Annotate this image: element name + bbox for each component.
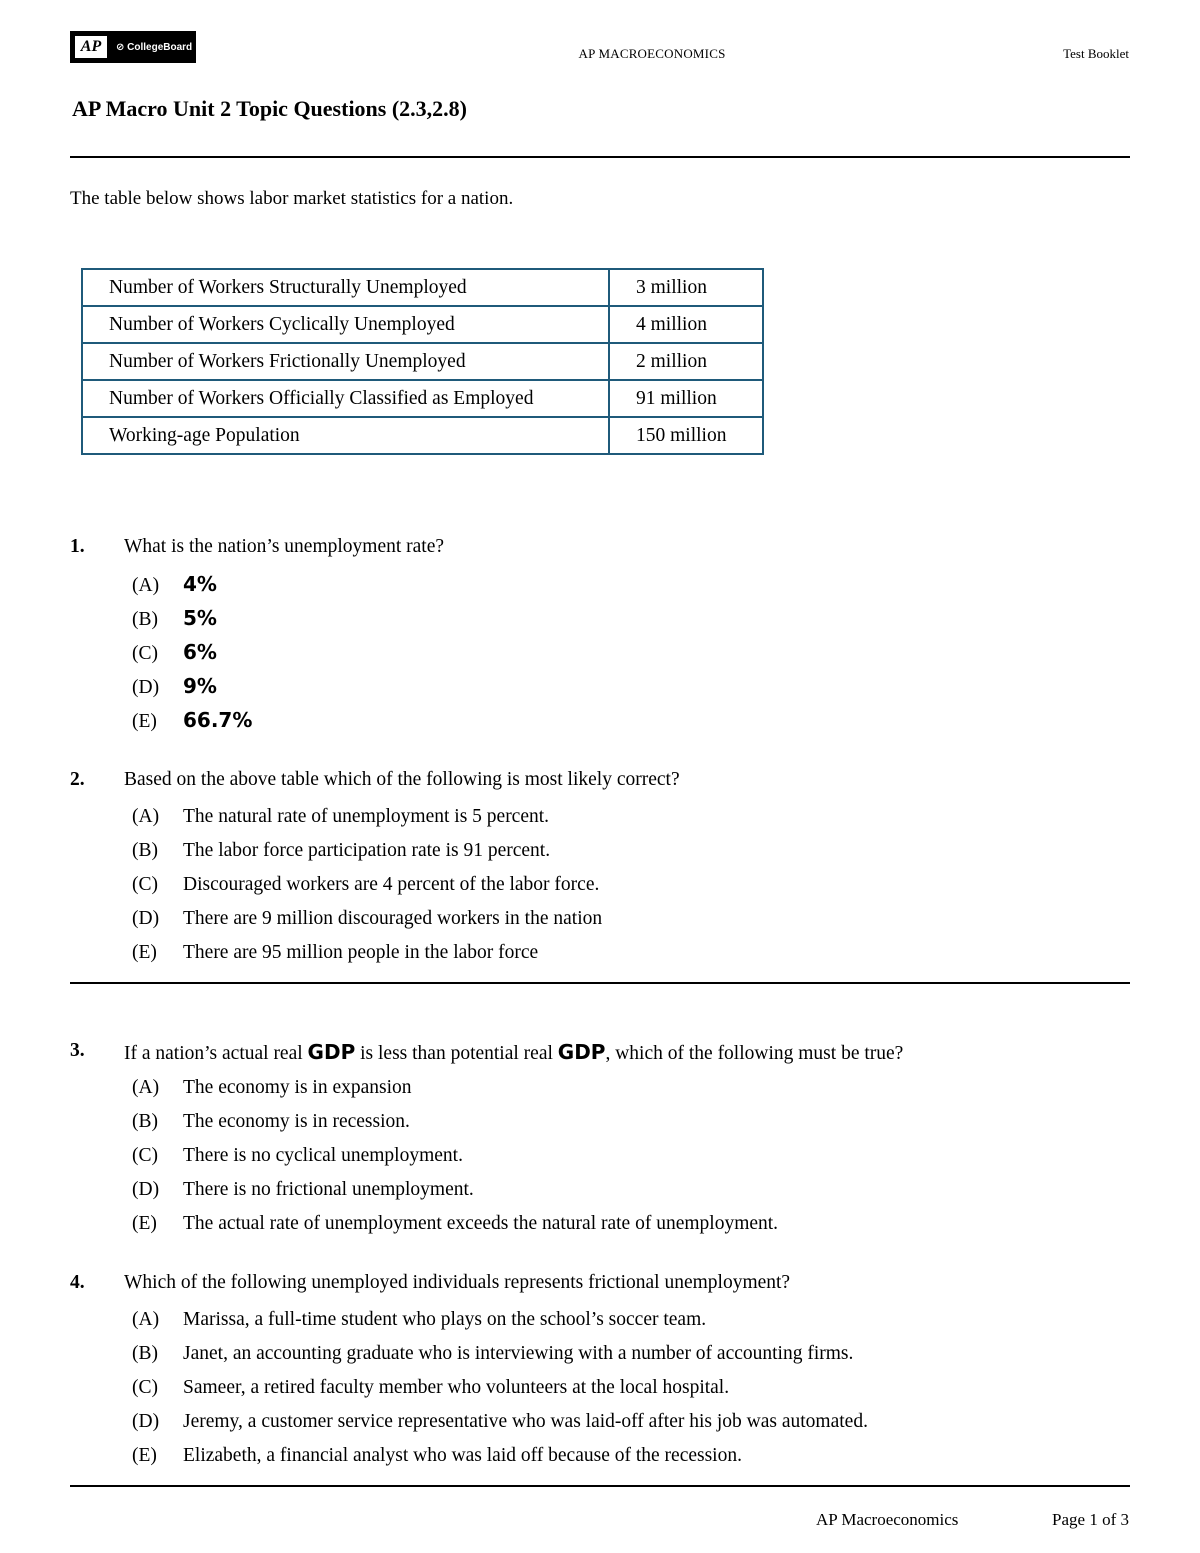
option-text: Janet, an accounting graduate who is interviewing with a number of accounting firms. <box>183 1343 854 1364</box>
option-text: Sameer, a retired faculty member who volunteers at the local hospital. <box>183 1377 730 1398</box>
option-letter: (A) <box>132 1077 160 1098</box>
option-text: 6% <box>183 640 217 664</box>
option-letter: (C) <box>132 874 158 895</box>
question-4-option-e[interactable] <box>132 1445 742 1467</box>
page-number: Page 1 of 3 <box>1052 1510 1129 1529</box>
option-letter: (E) <box>132 942 157 963</box>
question-4-option-d[interactable] <box>132 1411 868 1433</box>
header-course: AP MACROECONOMICS <box>578 46 726 61</box>
table-cell-label: Number of Workers Structurally Unemployed <box>82 269 609 306</box>
question-3-option-a[interactable] <box>132 1077 412 1099</box>
option-letter: (E) <box>132 1213 157 1234</box>
question-1-option-b[interactable] <box>132 606 217 631</box>
table-row <box>82 380 763 417</box>
option-text: The actual rate of unemployment exceeds the natural rate of unemployment. <box>183 1213 779 1234</box>
table-cell-label: Number of Workers Frictionally Unemployed <box>82 343 609 380</box>
question-3-text-part: , which of the following must be true? <box>605 1043 904 1064</box>
divider-top <box>70 156 1130 158</box>
option-letter: (B) <box>132 840 158 861</box>
question-3-text <box>124 1040 903 1065</box>
option-letter: (E) <box>132 711 157 732</box>
option-text: Elizabeth, a financial analyst who was laid off because of the recession. <box>183 1445 742 1466</box>
divider-bottom <box>70 1485 1130 1487</box>
table-cell-value: 3 million <box>609 269 763 306</box>
option-text: There are 9 million discouraged workers in the nation <box>183 908 603 929</box>
option-letter: (D) <box>132 677 160 698</box>
labor-stats-table <box>81 268 764 455</box>
option-letter: (C) <box>132 1145 158 1166</box>
option-text: There is no cyclical unemployment. <box>183 1145 463 1166</box>
logo-ap-text: AP <box>75 36 107 58</box>
option-letter: (A) <box>132 575 160 596</box>
footer-course: AP Macroeconomics <box>816 1510 959 1529</box>
question-4-number: 4. <box>70 1272 85 1293</box>
table-cell-value: 2 million <box>609 343 763 380</box>
option-text: 5% <box>183 606 217 630</box>
question-4-text: Which of the following unemployed individuals represents frictional unemployment? <box>124 1272 791 1293</box>
table-row <box>82 306 763 343</box>
question-2-option-b[interactable] <box>132 840 550 862</box>
question-2-number: 2. <box>70 769 85 790</box>
question-3-number: 3. <box>70 1040 85 1061</box>
header-booklet: Test Booklet <box>1063 46 1129 61</box>
option-text: The economy is in recession. <box>183 1111 410 1132</box>
option-letter: (C) <box>132 643 158 664</box>
question-3-option-b[interactable] <box>132 1111 410 1133</box>
option-text: 4% <box>183 572 217 596</box>
question-3-gdp-term: GDP <box>557 1040 606 1064</box>
table-cell-value: 4 million <box>609 306 763 343</box>
question-2-option-a[interactable] <box>132 806 549 828</box>
question-4-option-c[interactable] <box>132 1377 729 1399</box>
option-text: The economy is in expansion <box>183 1077 412 1098</box>
question-1-option-d[interactable] <box>132 674 217 699</box>
question-4-option-a[interactable] <box>132 1309 706 1331</box>
question-1-option-c[interactable] <box>132 640 217 665</box>
option-letter: (D) <box>132 1411 160 1432</box>
question-4-option-b[interactable] <box>132 1343 853 1365</box>
table-row <box>82 417 763 454</box>
question-2-option-d[interactable] <box>132 908 602 930</box>
table-cell-label: Number of Workers Cyclically Unemployed <box>82 306 609 343</box>
question-3-gdp-term: GDP <box>307 1040 356 1064</box>
question-1-option-e[interactable] <box>132 708 252 733</box>
divider-middle <box>70 982 1130 984</box>
option-text: Marissa, a full-time student who plays on the school’s soccer team. <box>183 1309 707 1330</box>
table-row <box>82 343 763 380</box>
page-title: AP Macro Unit 2 Topic Questions (2.3,2.8) <box>72 96 468 121</box>
question-1-option-a[interactable] <box>132 572 217 597</box>
option-letter: (C) <box>132 1377 158 1398</box>
table-cell-value: 91 million <box>609 380 763 417</box>
option-letter: (B) <box>132 1343 158 1364</box>
option-letter: (D) <box>132 1179 160 1200</box>
question-3-text-part: If a nation’s actual real <box>124 1043 308 1064</box>
option-letter: (D) <box>132 908 160 929</box>
question-2-option-c[interactable] <box>132 874 599 896</box>
question-3-text-part: is less than potential real <box>355 1043 558 1064</box>
ap-collegeboard-logo <box>70 31 196 63</box>
option-text: The labor force participation rate is 91 percent. <box>183 840 551 861</box>
intro-text: The table below shows labor market statistics for a nation. <box>70 188 514 209</box>
option-letter: (B) <box>132 609 158 630</box>
option-text: Jeremy, a customer service representative who was laid-off after his job was automated. <box>183 1411 868 1432</box>
option-text: There is no frictional unemployment. <box>183 1179 474 1200</box>
option-text: 9% <box>183 674 217 698</box>
question-2-text: Based on the above table which of the following is most likely correct? <box>124 769 680 790</box>
option-text: The natural rate of unemployment is 5 percent. <box>183 806 550 827</box>
table-row <box>82 269 763 306</box>
question-3-option-d[interactable] <box>132 1179 474 1201</box>
question-2-option-e[interactable] <box>132 942 538 964</box>
option-text: There are 95 million people in the labor force <box>183 942 539 963</box>
question-3-option-c[interactable] <box>132 1145 463 1167</box>
question-1-number: 1. <box>70 536 85 557</box>
table-cell-value: 150 million <box>609 417 763 454</box>
option-letter: (E) <box>132 1445 157 1466</box>
table-cell-label: Working-age Population <box>82 417 609 454</box>
option-letter: (A) <box>132 806 160 827</box>
option-letter: (A) <box>132 1309 160 1330</box>
question-1-text: What is the nation’s unemployment rate? <box>124 536 445 557</box>
option-letter: (B) <box>132 1111 158 1132</box>
table-cell-label: Number of Workers Officially Classified as Employed <box>82 380 609 417</box>
logo-brand-text: ⊘ CollegeBoard <box>116 42 193 53</box>
question-3-option-e[interactable] <box>132 1213 778 1235</box>
option-text: Discouraged workers are 4 percent of the labor force. <box>183 874 600 895</box>
option-text: 66.7% <box>183 708 253 732</box>
